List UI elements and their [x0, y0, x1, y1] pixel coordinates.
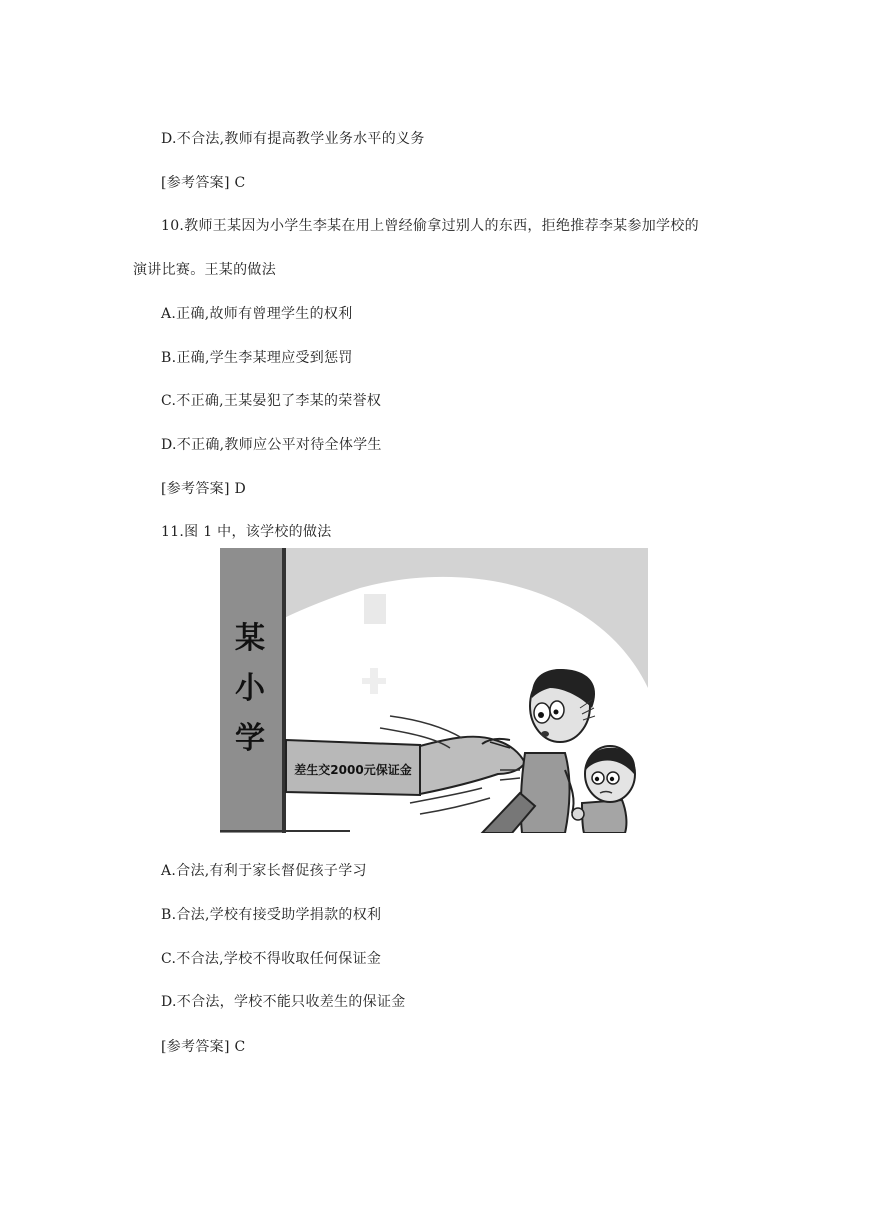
q11-stem: 11.图 1 中，该学校的做法: [161, 524, 332, 540]
school-sign-char-1: 某: [235, 621, 265, 656]
q11-option-c: C.不合法,学校不得收取任何保证金: [161, 951, 382, 967]
q10-option-c: C.不正确,王某晏犯了李某的荣誉权: [161, 393, 382, 409]
q10-stem-line1: 10.教师王某因为小学生李某在用上曾经偷拿过别人的东西，拒绝推荐李某参加学校的: [161, 218, 699, 234]
q9-answer: [参考答案] C: [161, 175, 246, 191]
figure-1-cartoon: [220, 548, 648, 833]
q10-answer: [参考答案] D: [161, 481, 246, 497]
pushing-hand: [420, 737, 525, 794]
child-body: [582, 800, 626, 833]
q11-answer: [参考答案] C: [161, 1039, 246, 1055]
q11-option-b: B.合法,学校有接受助学捐款的权利: [161, 907, 382, 923]
q10-option-d: D.不正确,教师应公平对待全体学生: [161, 437, 382, 453]
q10-option-b: B.正确,学生李某理应受到惩罚: [161, 350, 353, 366]
adult-body: [521, 753, 570, 833]
q10-option-a: A.正确,故师有曾理学生的权利: [161, 306, 353, 322]
school-sign-char-2: 小: [235, 671, 265, 706]
sleeve-text: 差生交2000元保证金: [294, 763, 412, 777]
watermark-mark: [364, 594, 386, 624]
school-sign-char-3: 学: [235, 721, 265, 756]
q11-option-d: D.不合法，学校不能只收差生的保证金: [161, 994, 406, 1010]
q11-option-a: A.合法,有利于家长督促孩子学习: [161, 863, 367, 879]
q9-option-d: D.不合法,教师有提高教学业务水平的义务: [161, 131, 425, 147]
q10-stem-line2: 演讲比赛。王某的做法: [133, 262, 276, 278]
background-arc: [284, 548, 648, 688]
